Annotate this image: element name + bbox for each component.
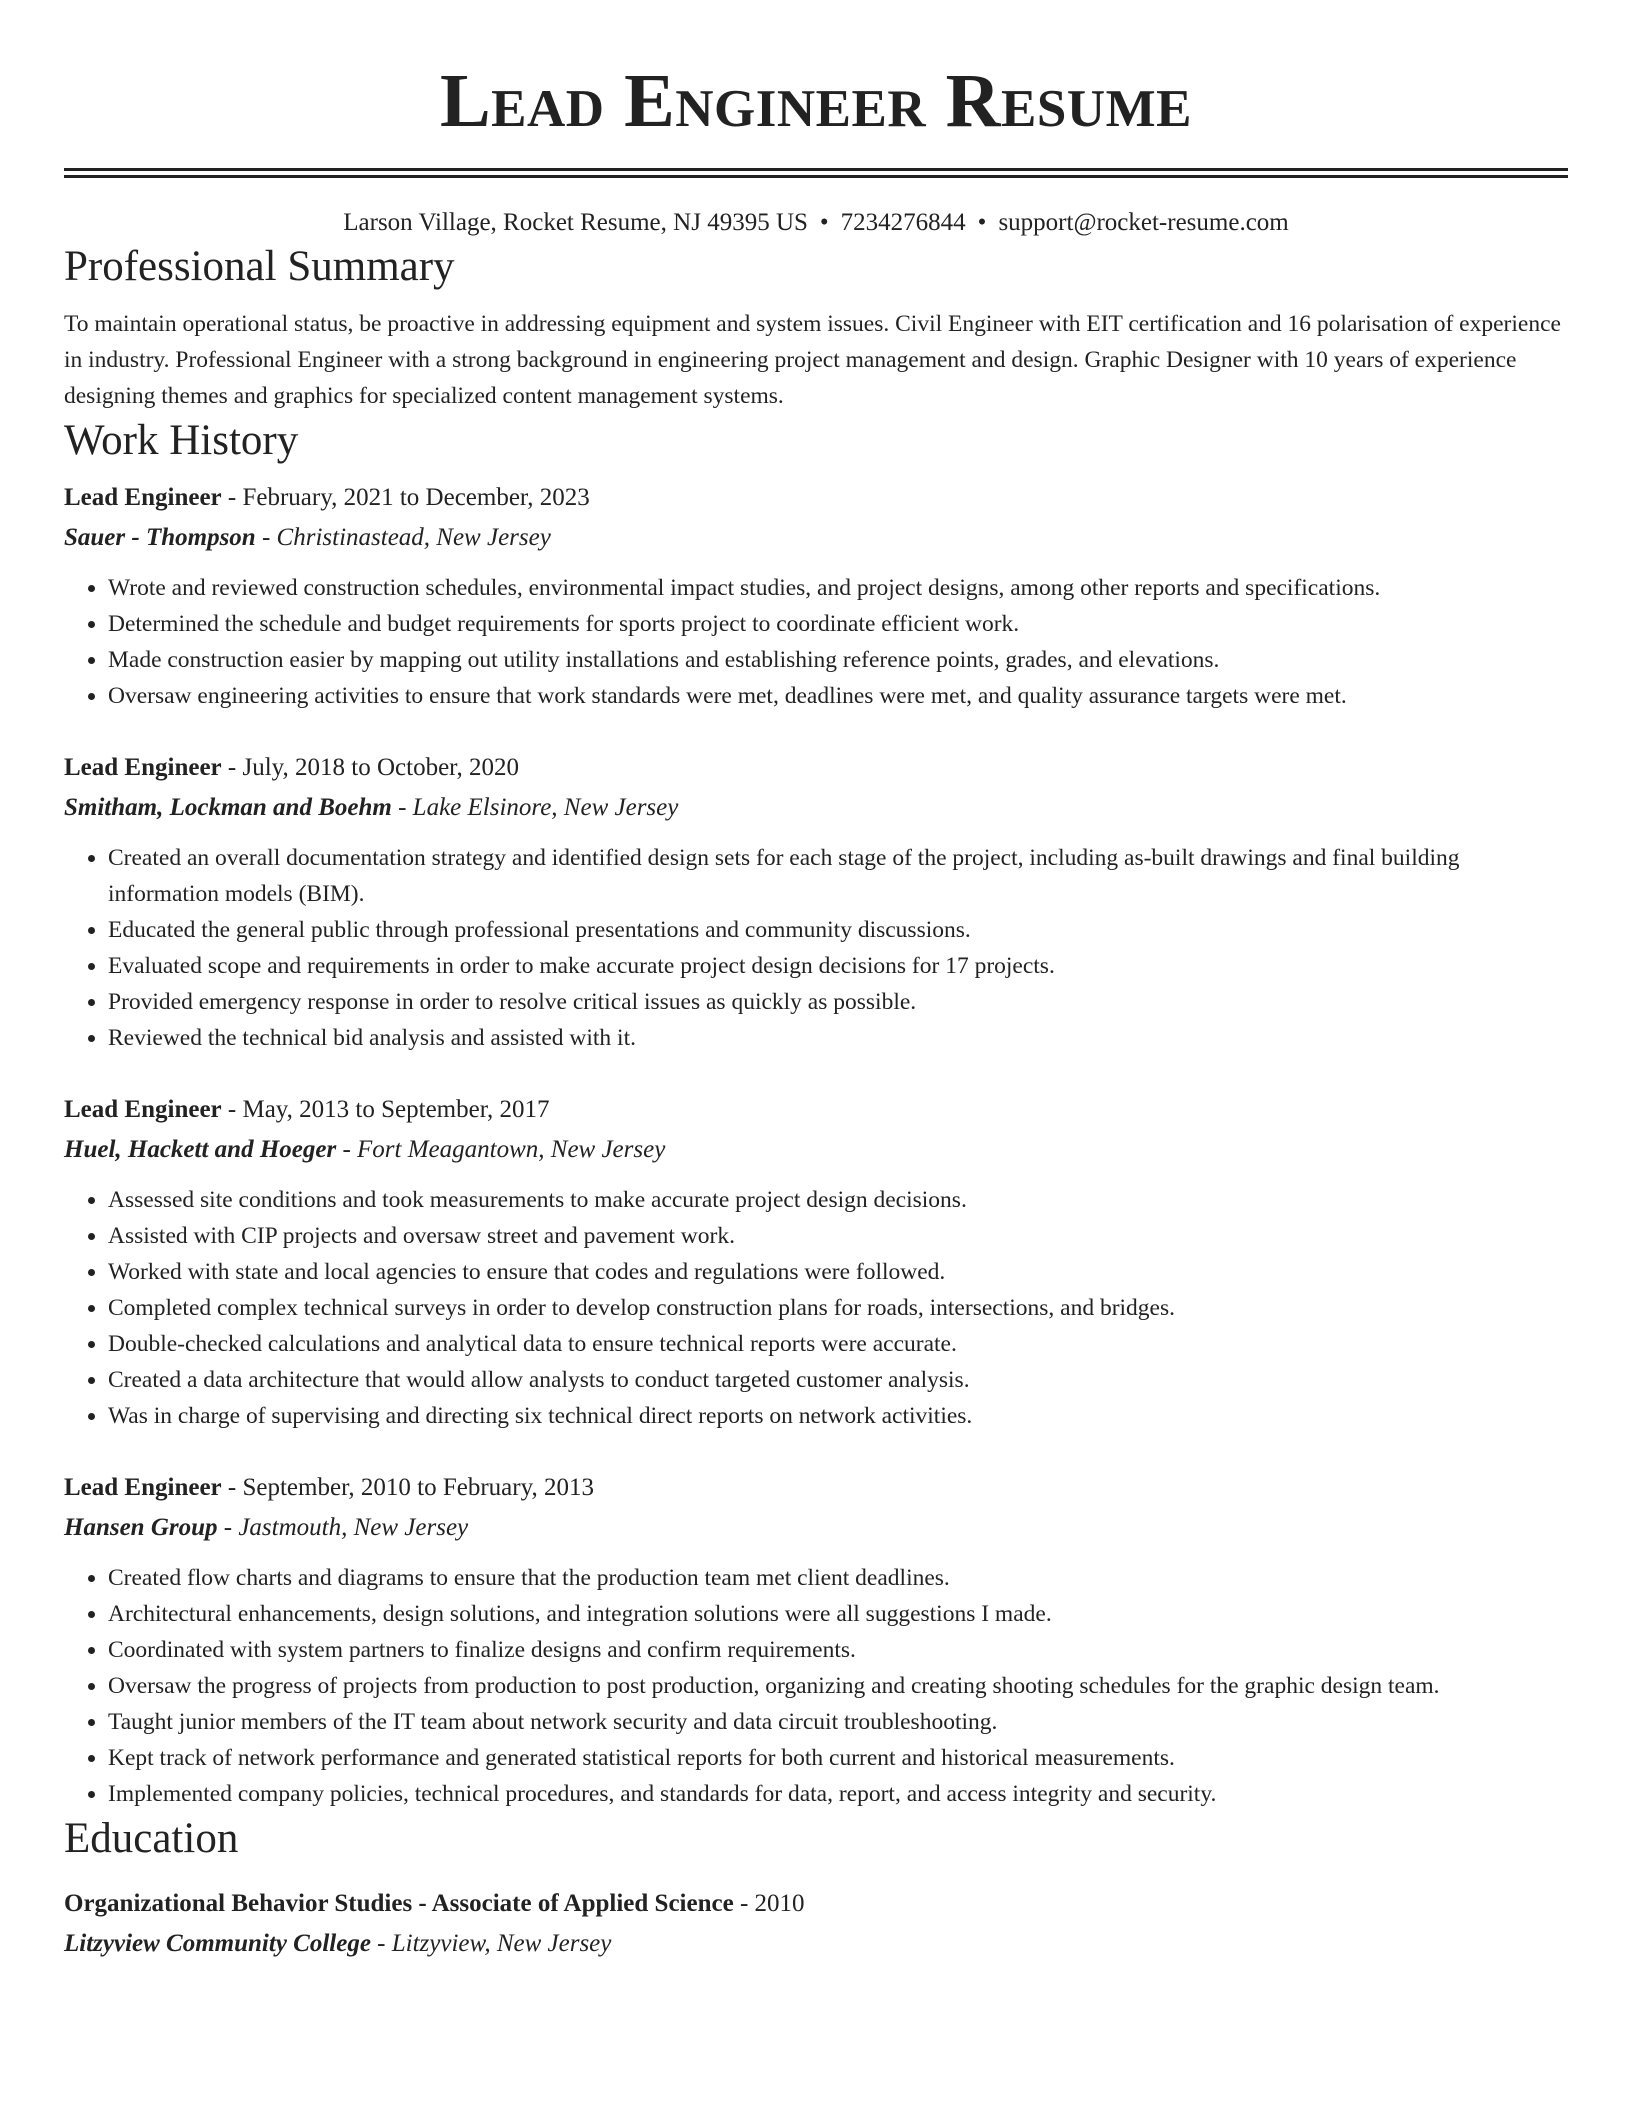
contact-line [64,206,1568,240]
work-history-heading: Work History [64,417,299,464]
contact-separator: • [819,209,829,236]
list-item: • Architectural enhancements, design solutions, and integration solutions were all suggestions I made. [108,1596,1568,1632]
job-company: Huel, Hackett and Hoeger [64,1136,337,1163]
list-item: • Assisted with CIP projects and oversaw street and pavement work. [108,1218,1568,1254]
job-dates: - July, 2018 to October, 2020 [221,754,519,781]
summary-text: To maintain operational status, be proactive in addressing equipment and system issues. Civil Engineer with EIT certification and 16 polarisation of experience in industry. Professional Engineer with a strong background in engineering project management and design. Graphic Designer with 10 years of experience designing themes and graphics for specialized content management systems. [64,311,1561,409]
list-item: • Provided emergency response in order to resolve critical issues as quickly as possible. [108,984,1568,1020]
job-title-line [64,1468,1568,1508]
job-dates: - February, 2021 to December, 2023 [221,484,590,511]
list-item: • Oversaw engineering activities to ensure that work standards were met, deadlines were met, and quality assurance targets were met. [108,678,1568,714]
contact-email: support@rocket-resume.com [998,209,1289,236]
list-item: • Completed complex technical surveys in order to develop construction plans for roads, intersections, and bridges. [108,1290,1568,1326]
contact-phone: 7234276844 [840,209,966,236]
list-item: • Made construction easier by mapping out utility installations and establishing reference points, grades, and elevations. [108,642,1568,678]
job-title: Lead Engineer [64,1096,222,1123]
job-entry [64,478,1568,714]
list-item: • Educated the general public through professional presentations and community discussions. [108,912,1568,948]
list-item: • Oversaw the progress of projects from production to post production, organizing and creating shooting schedules for the graphic design team. [108,1668,1568,1704]
degree-line [64,1884,1568,1924]
list-item: • Determined the schedule and budget requirements for sports project to coordinate efficient work. [108,606,1568,642]
job-location: - Fort Meagantown, New Jersey [336,1136,666,1163]
graduation-year: - 2010 [733,1890,805,1917]
title-divider [64,168,1568,178]
job-entry [64,1468,1568,1812]
job-location: - Lake Elsinore, New Jersey [391,794,679,821]
school-line [64,1924,1568,1964]
job-entry [64,748,1568,1056]
job-bullet-list [64,840,1568,1056]
job-dates: - September, 2010 to February, 2013 [221,1474,594,1501]
list-item: • Double-checked calculations and analytical data to ensure technical reports were accurate. [108,1326,1568,1362]
job-location: - Jastmouth, New Jersey [217,1514,469,1541]
job-title-line [64,1090,1568,1130]
job-company: Smitham, Lockman and Boehm [64,794,392,821]
school-location: - Litzyview, New Jersey [370,1930,612,1957]
job-title: Lead Engineer [64,1474,222,1501]
job-company-line [64,1130,1568,1170]
list-item: • Kept track of network performance and generated statistical reports for both current and historical measurements. [108,1740,1568,1776]
list-item: • Was in charge of supervising and directing six technical direct reports on network activities. [108,1398,1568,1434]
school-name: Litzyview Community College [64,1930,371,1957]
job-location: - Christinastead, New Jersey [255,524,551,551]
job-company-line [64,788,1568,828]
job-company-line [64,518,1568,558]
list-item: • Wrote and reviewed construction schedules, environmental impact studies, and project designs, among other reports and specifications. [108,570,1568,606]
degree: Organizational Behavior Studies - Associate of Applied Science [64,1890,734,1917]
list-item: • Worked with state and local agencies to ensure that codes and regulations were followed. [108,1254,1568,1290]
job-entry [64,1090,1568,1434]
contact-address: Larson Village, Rocket Resume, NJ 49395 US [343,209,808,236]
list-item: • Reviewed the technical bid analysis and assisted with it. [108,1020,1568,1056]
job-company-line [64,1508,1568,1548]
job-title: Lead Engineer [64,754,222,781]
job-bullet-list [64,570,1568,714]
job-title-line [64,478,1568,518]
education-entry [64,1884,1568,1964]
list-item: • Implemented company policies, technical procedures, and standards for data, report, and access integrity and security. [108,1776,1568,1812]
list-item: • Taught junior members of the IT team about network security and data circuit troubleshooting. [108,1704,1568,1740]
list-item: • Created flow charts and diagrams to ensure that the production team met client deadlines. [108,1560,1568,1596]
contact-separator: • [977,209,987,236]
education-heading: Education [64,1815,239,1862]
job-title-line [64,748,1568,788]
job-company: Sauer - Thompson [64,524,256,551]
job-bullet-list [64,1560,1568,1812]
job-dates: - May, 2013 to September, 2017 [221,1096,550,1123]
list-item: • Coordinated with system partners to finalize designs and confirm requirements. [108,1632,1568,1668]
job-bullet-list [64,1182,1568,1434]
list-item: • Created a data architecture that would allow analysts to conduct targeted customer analysis. [108,1362,1568,1398]
page-title: Lead Engineer Resume [439,59,1193,143]
job-title: Lead Engineer [64,484,222,511]
list-item: • Evaluated scope and requirements in order to make accurate project design decisions for 17 projects. [108,948,1568,984]
summary-heading: Professional Summary [64,243,455,290]
job-company: Hansen Group [64,1514,218,1541]
list-item: • Created an overall documentation strategy and identified design sets for each stage of the project, including as-built drawings and final building information models (BIM). [108,840,1568,912]
list-item: • Assessed site conditions and took measurements to make accurate project design decisions. [108,1182,1568,1218]
